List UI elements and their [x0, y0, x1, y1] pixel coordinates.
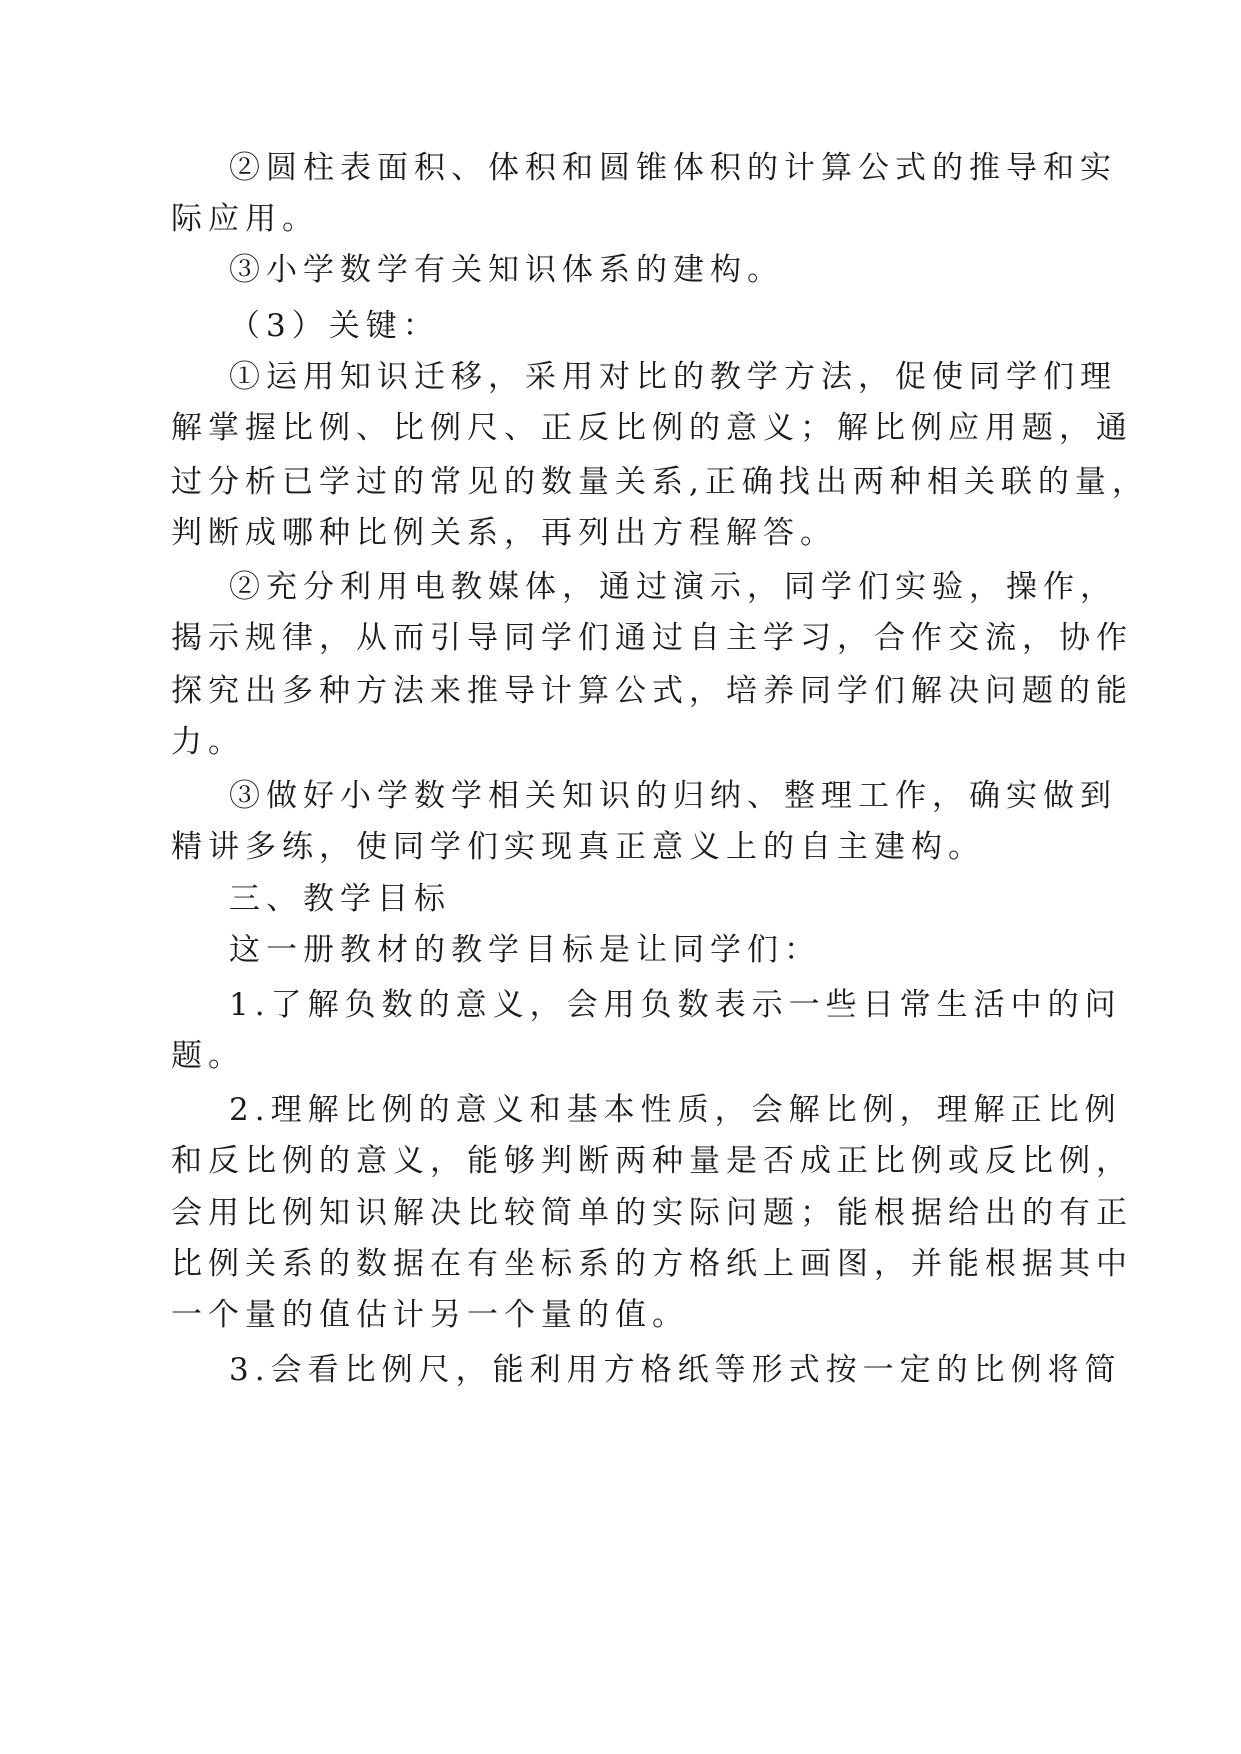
- text-line: 过分析已学过的常见的数量关系,正确找出两种相关联的量，: [171, 464, 1149, 500]
- text-line: ③做好小学数学相关知识的归纳、整理工作，确实做到: [229, 778, 1117, 814]
- text-line: 解掌握比例、比例尺、正反比例的意义；解比例应用题，通: [171, 410, 1133, 446]
- text-line: ③小学数学有关知识体系的建构。: [229, 252, 784, 288]
- text-line: 一个量的值估计另一个量的值。: [171, 1297, 689, 1333]
- text-line: 精讲多练，使同学们实现真正意义上的自主建构。: [171, 829, 985, 865]
- text-line: （3）关键：: [229, 308, 440, 344]
- text-line: 判断成哪种比例关系，再列出方程解答。: [171, 515, 837, 551]
- text-line: ①运用知识迁移，采用对比的教学方法，促使同学们理: [229, 359, 1117, 395]
- text-line: 际应用。: [171, 201, 319, 237]
- text-line: 比例关系的数据在有坐标系的方格纸上画图，并能根据其中: [171, 1246, 1133, 1282]
- text-line: 这一册教材的教学目标是让同学们：: [229, 932, 821, 968]
- text-line: ②圆柱表面积、体积和圆锥体积的计算公式的推导和实: [229, 150, 1117, 186]
- text-line: 2.理解比例的意义和基本性质，会解比例，理解正比例: [229, 1092, 1122, 1128]
- text-line: ②充分利用电教媒体，通过演示，同学们实验，操作，: [229, 569, 1117, 605]
- text-line: 题。: [171, 1038, 245, 1074]
- text-line: 和反比例的意义，能够判断两种量是否成正比例或反比例，: [171, 1143, 1133, 1179]
- text-line: 3.会看比例尺，能利用方格纸等形式按一定的比例将简: [229, 1352, 1122, 1388]
- text-line: 1.了解负数的意义，会用负数表示一些日常生活中的问: [229, 987, 1122, 1023]
- text-line: 揭示规律，从而引导同学们通过自主学习，合作交流，协作: [171, 620, 1133, 656]
- text-line: 力。: [171, 724, 245, 760]
- section-heading: 三、教学目标: [229, 881, 451, 917]
- text-line: 会用比例知识解决比较简单的实际问题；能根据给出的有正: [171, 1195, 1133, 1231]
- text-line: 探究出多种方法来推导计算公式，培养同学们解决问题的能: [171, 673, 1133, 709]
